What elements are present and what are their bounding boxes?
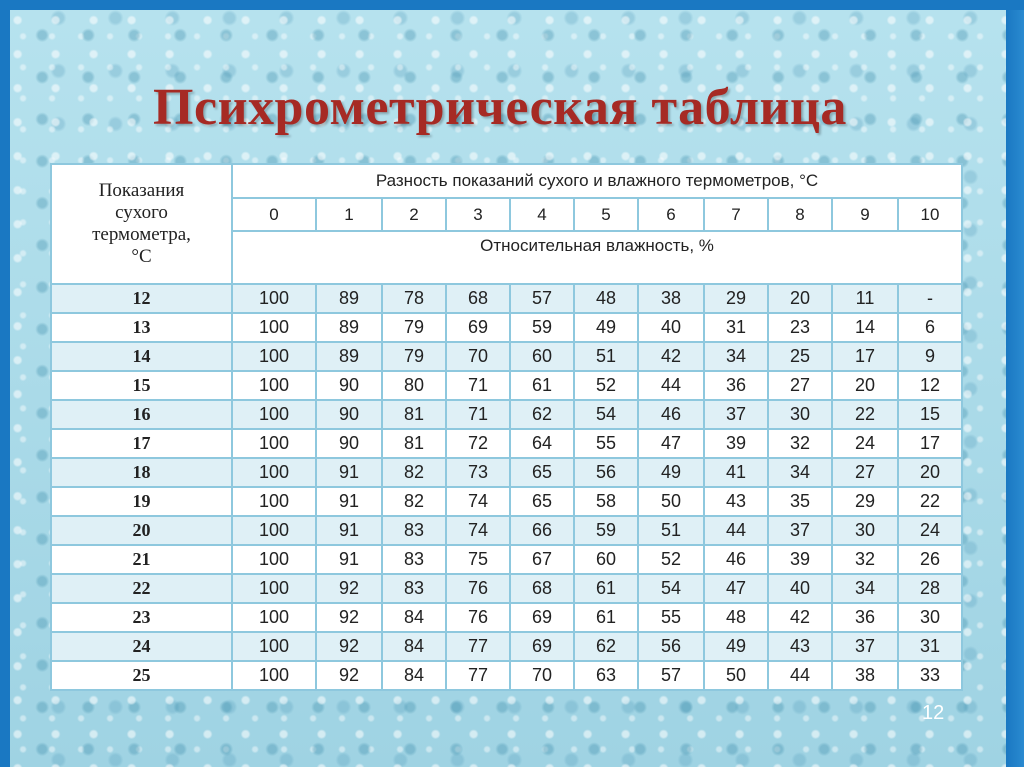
humidity-value-cell: 51 — [638, 516, 704, 545]
dry-bulb-temperature-cell: 14 — [51, 342, 232, 371]
humidity-value-cell: 52 — [574, 371, 638, 400]
humidity-value-cell: 22 — [832, 400, 898, 429]
humidity-value-cell: 34 — [832, 574, 898, 603]
humidity-value-cell: 60 — [510, 342, 574, 371]
humidity-value-cell: 32 — [768, 429, 832, 458]
dry-bulb-temperature-cell: 22 — [51, 574, 232, 603]
slide-right-edge — [1006, 10, 1024, 767]
difference-column-header: 10 — [898, 198, 962, 231]
humidity-value-cell: 69 — [510, 632, 574, 661]
humidity-value-cell: 38 — [638, 284, 704, 313]
humidity-value-cell: 20 — [832, 371, 898, 400]
corner-header-line: сухого — [115, 202, 168, 223]
humidity-value-cell: 77 — [446, 661, 510, 690]
humidity-value-cell: 82 — [382, 458, 446, 487]
table-row — [51, 313, 962, 342]
humidity-value-cell: 49 — [704, 632, 768, 661]
difference-column-header: 5 — [574, 198, 638, 231]
humidity-value-cell: 69 — [446, 313, 510, 342]
humidity-value-cell: 15 — [898, 400, 962, 429]
dry-bulb-temperature-cell: 18 — [51, 458, 232, 487]
humidity-value-cell: 77 — [446, 632, 510, 661]
dry-bulb-temperature-cell: 16 — [51, 400, 232, 429]
humidity-value-cell: 66 — [510, 516, 574, 545]
difference-column-header: 0 — [232, 198, 316, 231]
humidity-value-cell: 17 — [832, 342, 898, 371]
humidity-value-cell: 23 — [768, 313, 832, 342]
humidity-value-cell: 100 — [232, 545, 316, 574]
humidity-value-cell: 27 — [768, 371, 832, 400]
humidity-value-cell: 37 — [832, 632, 898, 661]
humidity-value-cell: 100 — [232, 313, 316, 342]
table-row — [51, 371, 962, 400]
table-row — [51, 603, 962, 632]
humidity-value-cell: 90 — [316, 429, 382, 458]
humidity-value-cell: 100 — [232, 429, 316, 458]
dry-bulb-temperature-cell: 13 — [51, 313, 232, 342]
humidity-value-cell: 59 — [510, 313, 574, 342]
corner-header-line: °С — [131, 246, 152, 267]
humidity-value-cell: 30 — [898, 603, 962, 632]
humidity-value-cell: 84 — [382, 661, 446, 690]
humidity-value-cell: 100 — [232, 516, 316, 545]
humidity-value-cell: 58 — [574, 487, 638, 516]
humidity-value-cell: - — [898, 284, 962, 313]
humidity-value-cell: 41 — [704, 458, 768, 487]
difference-column-header: 8 — [768, 198, 832, 231]
humidity-value-cell: 78 — [382, 284, 446, 313]
dry-bulb-temperature-cell: 19 — [51, 487, 232, 516]
humidity-value-cell: 92 — [316, 574, 382, 603]
humidity-value-cell: 92 — [316, 603, 382, 632]
humidity-value-cell: 36 — [704, 371, 768, 400]
humidity-value-cell: 80 — [382, 371, 446, 400]
humidity-value-cell: 52 — [638, 545, 704, 574]
humidity-value-cell: 70 — [446, 342, 510, 371]
humidity-value-cell: 100 — [232, 574, 316, 603]
difference-column-header: 4 — [510, 198, 574, 231]
humidity-value-cell: 35 — [768, 487, 832, 516]
humidity-value-cell: 24 — [832, 429, 898, 458]
humidity-value-cell: 83 — [382, 574, 446, 603]
humidity-value-cell: 39 — [768, 545, 832, 574]
humidity-value-cell: 12 — [898, 371, 962, 400]
difference-header: Разность показаний сухого и влажного термометров, °С — [232, 164, 962, 198]
table-row — [51, 458, 962, 487]
humidity-value-cell: 49 — [574, 313, 638, 342]
humidity-value-cell: 30 — [832, 516, 898, 545]
dry-bulb-temperature-cell: 21 — [51, 545, 232, 574]
difference-column-header: 3 — [446, 198, 510, 231]
humidity-value-cell: 33 — [898, 661, 962, 690]
humidity-value-cell: 65 — [510, 458, 574, 487]
humidity-value-cell: 46 — [638, 400, 704, 429]
humidity-value-cell: 79 — [382, 342, 446, 371]
humidity-value-cell: 48 — [574, 284, 638, 313]
humidity-value-cell: 30 — [768, 400, 832, 429]
difference-column-header: 1 — [316, 198, 382, 231]
humidity-value-cell: 50 — [704, 661, 768, 690]
humidity-value-cell: 91 — [316, 545, 382, 574]
humidity-value-cell: 71 — [446, 371, 510, 400]
humidity-value-cell: 100 — [232, 632, 316, 661]
humidity-value-cell: 69 — [510, 603, 574, 632]
humidity-value-cell: 60 — [574, 545, 638, 574]
humidity-value-cell: 6 — [898, 313, 962, 342]
humidity-value-cell: 31 — [704, 313, 768, 342]
humidity-value-cell: 91 — [316, 516, 382, 545]
humidity-value-cell: 29 — [704, 284, 768, 313]
humidity-value-cell: 100 — [232, 342, 316, 371]
difference-column-header: 9 — [832, 198, 898, 231]
humidity-value-cell: 67 — [510, 545, 574, 574]
humidity-value-cell: 44 — [638, 371, 704, 400]
humidity-value-cell: 76 — [446, 603, 510, 632]
humidity-value-cell: 43 — [704, 487, 768, 516]
humidity-value-cell: 54 — [638, 574, 704, 603]
corner-header-line: термометра, — [92, 224, 191, 245]
humidity-value-cell: 27 — [832, 458, 898, 487]
humidity-value-cell: 100 — [232, 284, 316, 313]
humidity-value-cell: 40 — [638, 313, 704, 342]
humidity-value-cell: 28 — [898, 574, 962, 603]
humidity-value-cell: 25 — [768, 342, 832, 371]
humidity-value-cell: 68 — [446, 284, 510, 313]
humidity-value-cell: 70 — [510, 661, 574, 690]
table-row — [51, 661, 962, 690]
humidity-value-cell: 89 — [316, 342, 382, 371]
humidity-value-cell: 46 — [704, 545, 768, 574]
table-row — [51, 487, 962, 516]
table-row — [51, 545, 962, 574]
humidity-value-cell: 61 — [574, 574, 638, 603]
humidity-value-cell: 100 — [232, 487, 316, 516]
humidity-value-cell: 76 — [446, 574, 510, 603]
humidity-value-cell: 51 — [574, 342, 638, 371]
humidity-value-cell: 73 — [446, 458, 510, 487]
dry-bulb-temperature-cell: 15 — [51, 371, 232, 400]
humidity-value-cell: 48 — [704, 603, 768, 632]
humidity-value-cell: 59 — [574, 516, 638, 545]
humidity-value-cell: 82 — [382, 487, 446, 516]
humidity-value-cell: 90 — [316, 400, 382, 429]
dry-bulb-temperature-cell: 12 — [51, 284, 232, 313]
page-number: 12 — [922, 702, 945, 724]
humidity-value-cell: 42 — [638, 342, 704, 371]
humidity-value-cell: 50 — [638, 487, 704, 516]
humidity-value-cell: 71 — [446, 400, 510, 429]
humidity-value-cell: 31 — [898, 632, 962, 661]
humidity-value-cell: 68 — [510, 574, 574, 603]
humidity-value-cell: 61 — [574, 603, 638, 632]
humidity-value-cell: 49 — [638, 458, 704, 487]
table-row — [51, 574, 962, 603]
humidity-value-cell: 44 — [704, 516, 768, 545]
difference-column-header: 2 — [382, 198, 446, 231]
humidity-value-cell: 75 — [446, 545, 510, 574]
humidity-value-cell: 61 — [510, 371, 574, 400]
humidity-value-cell: 43 — [768, 632, 832, 661]
humidity-value-cell: 37 — [704, 400, 768, 429]
humidity-value-cell: 11 — [832, 284, 898, 313]
dry-bulb-temperature-cell: 24 — [51, 632, 232, 661]
humidity-value-cell: 29 — [832, 487, 898, 516]
table-row — [51, 516, 962, 545]
dry-bulb-temperature-cell: 23 — [51, 603, 232, 632]
humidity-value-cell: 14 — [832, 313, 898, 342]
humidity-value-cell: 92 — [316, 661, 382, 690]
humidity-value-cell: 100 — [232, 603, 316, 632]
humidity-value-cell: 40 — [768, 574, 832, 603]
humidity-value-cell: 20 — [898, 458, 962, 487]
humidity-value-cell: 100 — [232, 661, 316, 690]
humidity-value-cell: 47 — [638, 429, 704, 458]
humidity-value-cell: 74 — [446, 516, 510, 545]
humidity-value-cell: 62 — [574, 632, 638, 661]
page-title: Психрометрическая таблица — [153, 79, 847, 136]
humidity-value-cell: 24 — [898, 516, 962, 545]
humidity-value-cell: 56 — [638, 632, 704, 661]
humidity-value-cell: 20 — [768, 284, 832, 313]
humidity-value-cell: 100 — [232, 458, 316, 487]
humidity-value-cell: 38 — [832, 661, 898, 690]
humidity-value-cell: 74 — [446, 487, 510, 516]
humidity-value-cell: 54 — [574, 400, 638, 429]
difference-column-header: 6 — [638, 198, 704, 231]
humidity-value-cell: 100 — [232, 371, 316, 400]
humidity-value-cell: 9 — [898, 342, 962, 371]
humidity-value-cell: 72 — [446, 429, 510, 458]
humidity-value-cell: 36 — [832, 603, 898, 632]
humidity-value-cell: 89 — [316, 313, 382, 342]
humidity-value-cell: 34 — [768, 458, 832, 487]
humidity-value-cell: 55 — [574, 429, 638, 458]
humidity-value-cell: 32 — [832, 545, 898, 574]
humidity-header: Относительная влажность, % — [232, 231, 962, 284]
humidity-value-cell: 34 — [704, 342, 768, 371]
humidity-value-cell: 84 — [382, 603, 446, 632]
humidity-value-cell: 91 — [316, 458, 382, 487]
table-row — [51, 429, 962, 458]
psychrometric-table — [50, 163, 963, 691]
humidity-value-cell: 79 — [382, 313, 446, 342]
humidity-value-cell: 57 — [638, 661, 704, 690]
table-row — [51, 284, 962, 313]
humidity-value-cell: 65 — [510, 487, 574, 516]
humidity-value-cell: 17 — [898, 429, 962, 458]
humidity-value-cell: 91 — [316, 487, 382, 516]
humidity-value-cell: 42 — [768, 603, 832, 632]
humidity-value-cell: 84 — [382, 632, 446, 661]
humidity-value-cell: 57 — [510, 284, 574, 313]
humidity-value-cell: 90 — [316, 371, 382, 400]
humidity-value-cell: 92 — [316, 632, 382, 661]
humidity-value-cell: 81 — [382, 400, 446, 429]
corner-header-cell — [51, 164, 232, 284]
humidity-value-cell: 22 — [898, 487, 962, 516]
table-row — [51, 342, 962, 371]
difference-column-header: 7 — [704, 198, 768, 231]
humidity-value-cell: 26 — [898, 545, 962, 574]
humidity-value-cell: 63 — [574, 661, 638, 690]
dry-bulb-temperature-cell: 20 — [51, 516, 232, 545]
corner-header-line: Показания — [98, 180, 185, 201]
table-row — [51, 632, 962, 661]
humidity-value-cell: 89 — [316, 284, 382, 313]
humidity-value-cell: 62 — [510, 400, 574, 429]
humidity-value-cell: 64 — [510, 429, 574, 458]
dry-bulb-temperature-cell: 17 — [51, 429, 232, 458]
humidity-value-cell: 83 — [382, 516, 446, 545]
dry-bulb-temperature-cell: 25 — [51, 661, 232, 690]
humidity-value-cell: 56 — [574, 458, 638, 487]
humidity-value-cell: 55 — [638, 603, 704, 632]
humidity-value-cell: 37 — [768, 516, 832, 545]
humidity-value-cell: 44 — [768, 661, 832, 690]
humidity-value-cell: 100 — [232, 400, 316, 429]
humidity-value-cell: 39 — [704, 429, 768, 458]
humidity-value-cell: 81 — [382, 429, 446, 458]
humidity-value-cell: 47 — [704, 574, 768, 603]
humidity-value-cell: 83 — [382, 545, 446, 574]
table-row — [51, 400, 962, 429]
